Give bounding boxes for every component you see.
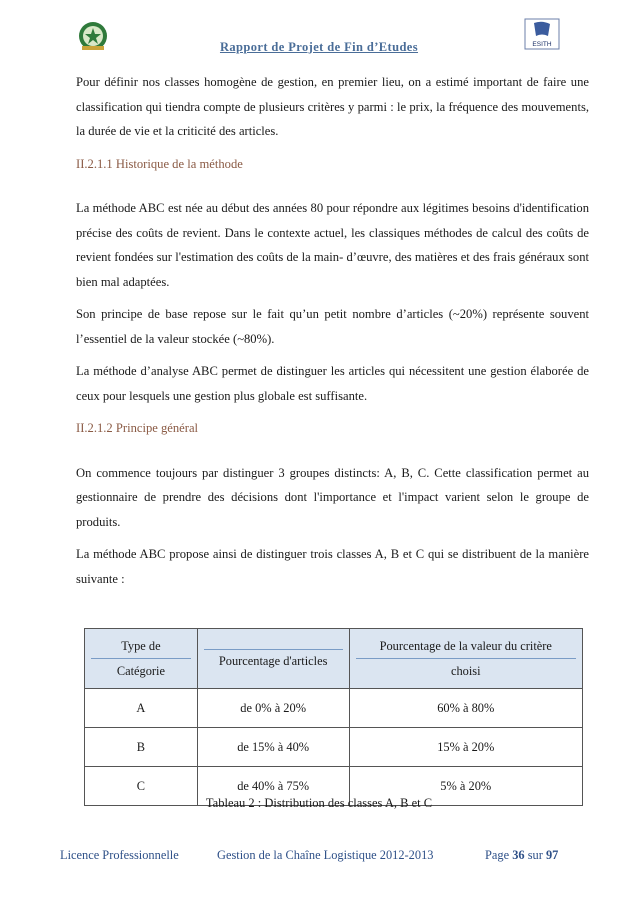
- footer-page-number: [485, 848, 558, 863]
- header-divider: [204, 649, 343, 650]
- section-heading-historique: II.2.1.1 Historique de la méthode: [76, 156, 243, 171]
- esith-logo-text: ESITH: [532, 41, 552, 48]
- paragraph-classes: La méthode ABC propose ainsi de distinguer trois classes A, B et C qui se distribuent de la manière suivante :: [76, 547, 589, 586]
- header-articles-label: Pourcentage d'articles: [218, 653, 328, 668]
- header-valeur-line1: Pourcentage de la valeur du critère: [379, 639, 552, 653]
- cell-articles: de 40% à 75%: [197, 767, 349, 806]
- paragraph-principe-base: Son principe de base repose sur le fait qu’un petit nombre d’articles (~20%) représente souvent l’essentiel de la valeur stockée (~80%).: [76, 307, 589, 346]
- table-row: [85, 689, 583, 728]
- paragraph-analyse-abc: La méthode d’analyse ABC permet de distinguer les articles qui nécessitent une gestion élaborée de ceux pour lesquels une gestion plus globale est suffisante.: [76, 364, 589, 403]
- page-prefix: Page: [485, 848, 510, 862]
- header-valeur-line2: choisi: [450, 664, 481, 678]
- header-type-categorie: [85, 629, 198, 689]
- cell-valeur: 15% à 20%: [349, 728, 582, 767]
- cell-articles: de 15% à 40%: [197, 728, 349, 767]
- header-type-line1: Type de: [121, 639, 161, 653]
- table-row: [85, 728, 583, 767]
- report-header-title: Rapport de Projet de Fin d’Etudes: [219, 40, 419, 54]
- cell-valeur: 60% à 80%: [349, 689, 582, 728]
- page-total: 97: [545, 848, 559, 862]
- page-current: 36: [512, 848, 525, 862]
- cell-valeur: 5% à 20%: [349, 767, 582, 806]
- paragraph-groupes: On commence toujours par distinguer 3 groupes distincts: A, B, C. Cette classification permet au gestionnaire de prendre des décisions dont l'importance et l'impact varient selon le groupe de produits.: [76, 465, 589, 529]
- cell-articles: de 0% à 20%: [197, 689, 349, 728]
- section-heading-principe: II.2.1.2 Principe général: [76, 421, 199, 435]
- cell-category: C: [85, 767, 198, 806]
- page-of: sur: [527, 848, 543, 862]
- footer-left-label: Licence Professionnelle: [60, 848, 179, 862]
- table-caption: Tableau 2 : Distribution des classes A, B et C: [205, 796, 433, 810]
- page-footer: [0, 848, 638, 868]
- header-pourcentage-valeur: [349, 629, 582, 689]
- cell-category: B: [85, 728, 198, 767]
- document-body: [76, 70, 589, 591]
- paragraph-intro: Pour définir nos classes homogène de gestion, en premier lieu, on a estimé important de faire une classification qui tiendra compte de plusieurs critères y parmi : le prix, la fréquence des mouvements, la durée de vie et la criticité des articles.: [76, 75, 589, 138]
- abc-distribution-table: [84, 628, 583, 806]
- footer-center-label: Gestion de la Chaîne Logistique 2012-2013: [217, 848, 434, 862]
- header-type-line2: Catégorie: [116, 664, 165, 678]
- paragraph-historique: La méthode ABC est née au début des années 80 pour répondre aux légitimes besoins d'identification précise des coûts de revient. Dans le contexte actuel, les classiques méthodes de calcul des coûts de revient fondées sur l'estimation des coûts de la main- d’œuvre, des matières et des frais généraux sont bien mal adaptées.: [76, 201, 589, 289]
- table-header-row: [85, 629, 583, 689]
- header-pourcentage-articles: [197, 629, 349, 689]
- cell-category: A: [85, 689, 198, 728]
